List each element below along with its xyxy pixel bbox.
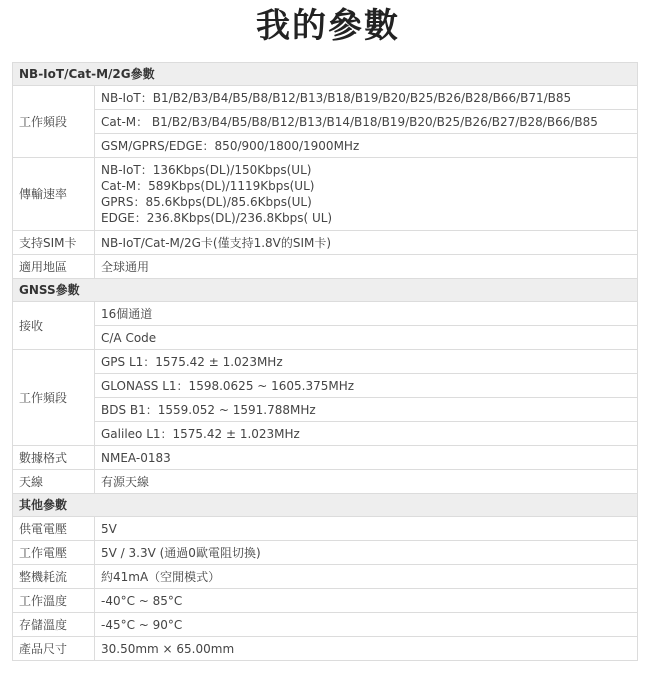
section-header-comm (13, 63, 638, 86)
section-header-gnss (13, 279, 638, 302)
gnss-band-value: Galileo L1：1575.42 ± 1.023MHz (95, 422, 638, 446)
table-row (13, 398, 638, 422)
table-row (13, 350, 638, 374)
table-row (13, 637, 638, 661)
region-value: 全球通用 (95, 255, 638, 279)
row-label-gnss-band: 工作頻段 (13, 350, 95, 446)
receive-value: C/A Code (95, 326, 638, 350)
receive-value: 16個通道 (95, 302, 638, 326)
table-row (13, 470, 638, 494)
antenna-value: 有源天線 (95, 470, 638, 494)
sim-value: NB-IoT/Cat-M/2G卡(僅支持1.8V的SIM卡) (95, 231, 638, 255)
band-value: NB-IoT：B1/B2/B3/B4/B5/B8/B12/B13/B18/B19/B20/B25/B26/B28/B66/B71/B85 (95, 86, 638, 110)
table-row (13, 565, 638, 589)
table-row (13, 110, 638, 134)
row-label-sim: 支持SIM卡 (13, 231, 95, 255)
row-label-region: 適用地區 (13, 255, 95, 279)
format-value: NMEA-0183 (95, 446, 638, 470)
rate-value: GPRS：85.6Kbps(DL)/85.6Kbps(UL) (101, 195, 312, 209)
table-row (13, 86, 638, 110)
row-label: 整機耗流 (13, 565, 95, 589)
row-value: -45°C ~ 90°C (95, 613, 638, 637)
row-value: 約41mA（空閒模式） (95, 565, 638, 589)
table-row (13, 255, 638, 279)
band-value: Cat-M： B1/B2/B3/B4/B5/B8/B12/B13/B14/B18/B19/B20/B25/B26/B27/B28/B66/B85 (95, 110, 638, 134)
gnss-band-value: BDS B1：1559.052 ~ 1591.788MHz (95, 398, 638, 422)
section-title: GNSS參數 (13, 279, 638, 302)
row-label: 工作電壓 (13, 541, 95, 565)
row-label: 供電電壓 (13, 517, 95, 541)
row-value: 5V / 3.3V (通過0歐電阻切換) (95, 541, 638, 565)
row-value: 30.50mm × 65.00mm (95, 637, 638, 661)
table-row (13, 326, 638, 350)
table-row (13, 422, 638, 446)
row-label-receive: 接收 (13, 302, 95, 350)
gnss-band-value: GLONASS L1：1598.0625 ~ 1605.375MHz (95, 374, 638, 398)
table-row (13, 517, 638, 541)
row-label-rate: 傳輸速率 (13, 158, 95, 231)
table-row (13, 302, 638, 326)
section-title: 其他參數 (13, 494, 638, 517)
rate-value: EDGE：236.8Kbps(DL)/236.8Kbps( UL) (101, 211, 333, 225)
row-label-antenna: 天線 (13, 470, 95, 494)
rate-values (95, 158, 638, 231)
row-label-comm-band: 工作頻段 (13, 86, 95, 158)
table-row (13, 446, 638, 470)
row-label: 存儲溫度 (13, 613, 95, 637)
section-header-other (13, 494, 638, 517)
row-value: -40°C ~ 85°C (95, 589, 638, 613)
rate-value: NB-IoT：136Kbps(DL)/150Kbps(UL) (101, 163, 312, 177)
row-label-format: 數據格式 (13, 446, 95, 470)
table-row (13, 374, 638, 398)
gnss-band-value: GPS L1：1575.42 ± 1.023MHz (95, 350, 638, 374)
table-row (13, 158, 638, 231)
page-title: 我的參數 (256, 6, 400, 46)
row-value: 5V (95, 517, 638, 541)
table-row (13, 613, 638, 637)
band-value: GSM/GPRS/EDGE：850/900/1800/1900MHz (95, 134, 638, 158)
row-label: 產品尺寸 (13, 637, 95, 661)
table-row (13, 541, 638, 565)
rate-value: Cat-M：589Kbps(DL)/1119Kbps(UL) (101, 179, 315, 193)
spec-table (12, 62, 638, 661)
table-row (13, 134, 638, 158)
row-label: 工作溫度 (13, 589, 95, 613)
section-title: NB-IoT/Cat-M/2G參數 (13, 63, 638, 86)
table-row (13, 589, 638, 613)
table-row (13, 231, 638, 255)
